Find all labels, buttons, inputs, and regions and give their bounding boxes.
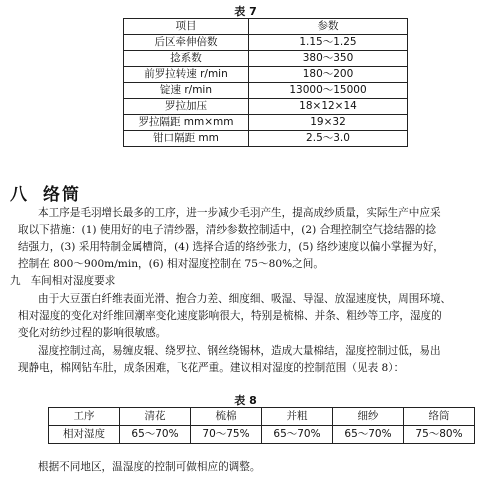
- table-header-row: [49, 408, 475, 426]
- table-cell: 钳口隔距 mm: [124, 131, 249, 147]
- paragraph-line: 根据不同地区，温湿度的控制可做相应的调整。: [38, 461, 261, 473]
- table-header-cell: 工序: [49, 408, 120, 426]
- table-header-cell: 参数: [249, 19, 408, 35]
- table-cell: 180～200: [249, 67, 408, 83]
- table-cell: 380～350: [249, 51, 408, 67]
- table-header-cell: 项目: [124, 19, 249, 35]
- table-row: [124, 99, 408, 115]
- subsection-title: 车间相对湿度要求: [30, 275, 116, 287]
- paragraph-line: 取以下措施：(1) 使用好的电子清纱器，清纱参数控制适中，(2) 合理控制空气捻结器的捻: [18, 224, 437, 236]
- table-cell: 罗拉隔距 mm×mm: [124, 115, 249, 131]
- table8: [48, 407, 475, 444]
- paragraph-line: 湿度控制过高，易缠皮辊、绕罗拉、钢丝绕锡林，造成大量棉结，湿度控制过低，易出: [38, 345, 441, 357]
- table-cell: 65～70%: [333, 426, 404, 444]
- subsection-number: 九: [10, 275, 21, 287]
- table7: [123, 18, 408, 147]
- section-title: 络筒: [43, 185, 81, 205]
- section-number: 八: [10, 185, 29, 205]
- table-cell: 65～70%: [120, 426, 191, 444]
- table-cell: 相对湿度: [49, 426, 120, 444]
- section-heading: [10, 180, 95, 205]
- table-row: [124, 35, 408, 51]
- table-header-cell: 络筒: [404, 408, 475, 426]
- table-header-cell: 清花: [120, 408, 191, 426]
- table-cell: 前罗拉转速 r/min: [124, 67, 249, 83]
- table-cell: 捻系数: [124, 51, 249, 67]
- table-cell: 锭速 r/min: [124, 83, 249, 99]
- table-cell: 后区牵伸倍数: [124, 35, 249, 51]
- paragraph-line: 本工序是毛羽增长最多的工序，进一步减少毛羽产生，提高成纱质量，实际生产中应采: [38, 207, 441, 219]
- table-cell: 18×12×14: [249, 99, 408, 115]
- table-row: [124, 51, 408, 67]
- table-header-cell: 细纱: [333, 408, 404, 426]
- paragraph-regional-note: [18, 459, 486, 476]
- table8-caption: 表 8: [234, 394, 257, 407]
- table-row: [49, 426, 475, 444]
- paragraph-line: 由于大豆蛋白纤维表面光滑、抱合力差、细度细、吸湿、导湿、放湿速度快，周围环境、: [38, 293, 452, 305]
- table-cell: 1.15～1.25: [249, 35, 408, 51]
- paragraph-humidity-control: [18, 343, 486, 377]
- paragraph-line: 现静电，棉网钻车肚，成条困难，飞花严重。建议相对湿度的控制范围（见表 8）：: [18, 362, 405, 374]
- table-cell: 70～75%: [191, 426, 262, 444]
- table-cell: 2.5～3.0: [249, 131, 408, 147]
- paragraph-winding: [18, 205, 486, 273]
- table-cell: 13000～15000: [249, 83, 408, 99]
- table-cell: 75～80%: [404, 426, 475, 444]
- table-cell: 19×32: [249, 115, 408, 131]
- table-cell: 罗拉加压: [124, 99, 249, 115]
- table-header-cell: 并粗: [262, 408, 333, 426]
- table-row: [124, 131, 408, 147]
- table7-caption: 表 7: [234, 5, 257, 18]
- table-row: [124, 115, 408, 131]
- paragraph-line: 相对湿度的变化对纤维回潮率变化速度影响很大，特别是梳棉、并条、粗纱等工序，湿度的: [18, 310, 442, 322]
- table-header-row: [124, 19, 408, 35]
- table-cell: 65～70%: [262, 426, 333, 444]
- subsection-heading: [10, 273, 115, 290]
- paragraph-line: 控制在 800～900m/min，(6) 相对湿度控制在 75～80%之间。: [18, 258, 324, 270]
- paragraph-humidity-intro: [18, 291, 486, 342]
- paragraph-line: 结强力，(3) 采用特制金属槽筒，(4) 选择合适的络纱张力，(5) 络纱速度以偏小掌握为好，: [18, 241, 444, 253]
- table-row: [124, 67, 408, 83]
- paragraph-line: 变化对纺纱过程的影响很敏感。: [18, 327, 167, 339]
- table-header-cell: 梳棉: [191, 408, 262, 426]
- table-row: [124, 83, 408, 99]
